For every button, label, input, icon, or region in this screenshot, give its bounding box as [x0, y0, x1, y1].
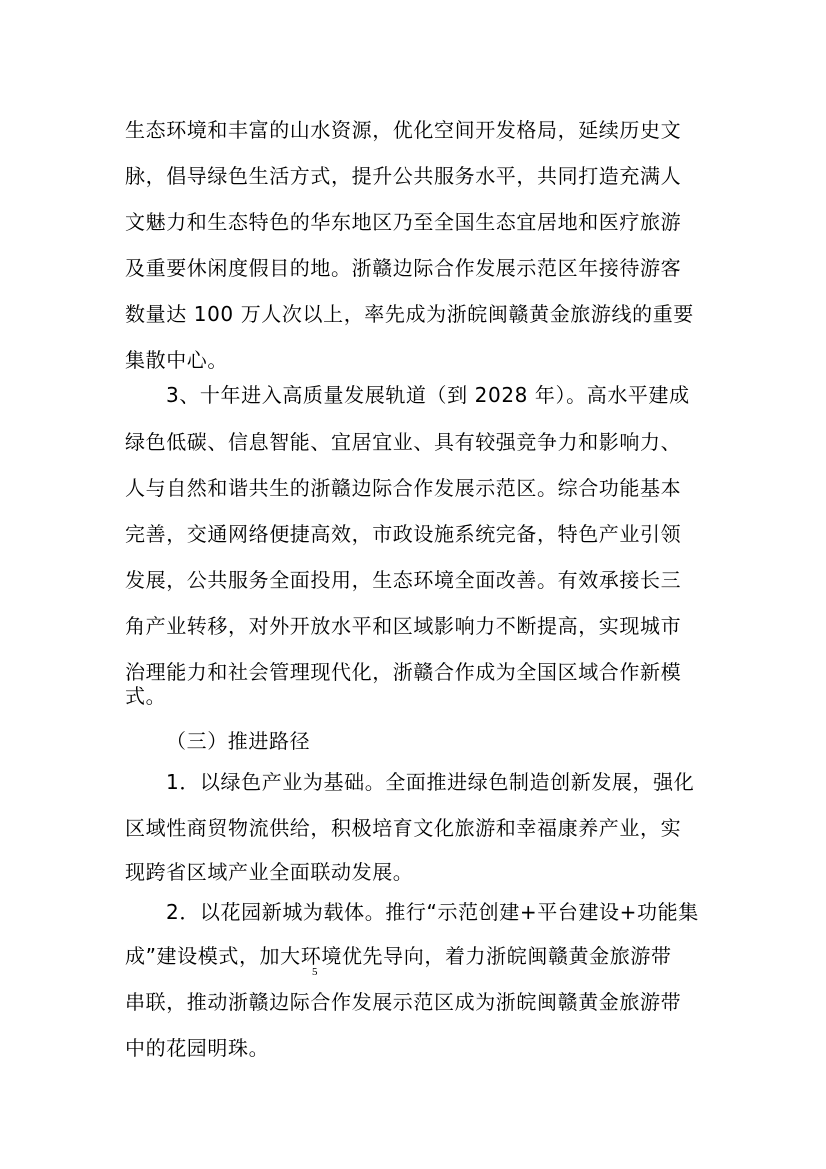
text-line-1: 生态环境和丰富的山水资源，优化空间开发格局，延续历史文: [125, 118, 682, 142]
text-line-9: 人与自然和谐共生的浙赣边际合作发展示范区。综合功能基本: [125, 476, 682, 500]
text-line-17: 区域性商贸物流供给，积极培育文化旅游和幸福康养产业，实: [125, 816, 682, 840]
text-line-7: 3、十年进入高质量发展轨道（到 2028 年）。高水平建成: [166, 383, 690, 407]
text-line-16: 1．以绿色产业为基础。全面推进绿色制造创新发展，强化: [166, 770, 695, 794]
text-line-13: 治理能力和社会管理现代化，浙赣合作成为全国区域合作新模: [125, 660, 682, 684]
text-line-3: 文魅力和生态特色的华东地区乃至全国生态宜居地和医疗旅游: [125, 210, 682, 234]
text-line-10: 完善，交通网络便捷高效，市政设施系统完备，特色产业引领: [125, 522, 682, 546]
text-line-18: 现跨省区域产业全面联动发展。: [125, 860, 414, 884]
text-line-20: 成”建设模式，加大环境优先导向，着力浙皖闽赣黄金旅游带: [125, 944, 672, 968]
text-line-12: 角产业转移，对外开放水平和区域影响力不断提高，实现城市: [125, 614, 682, 638]
text-line-6: 集散中心。: [125, 348, 228, 372]
text-line-2: 脉，倡导绿色生活方式，提升公共服务水平，共同打造充满人: [125, 164, 682, 188]
section-heading: （三）推进路径: [166, 729, 311, 753]
text-line-19: 2．以花园新城为载体。推行“示范创建+平台建设+功能集: [166, 900, 699, 924]
text-line-21: 串联，推动浙赣边际合作发展示范区成为浙皖闽赣黄金旅游带: [125, 990, 682, 1014]
text-line-8: 绿色低碳、信息智能、宜居宜业、具有较强竞争力和影响力、: [125, 430, 682, 454]
text-line-4: 及重要休闲度假目的地。浙赣边际合作发展示范区年接待游客: [125, 256, 682, 280]
text-line-5: 数量达 100 万人次以上，率先成为浙皖闽赣黄金旅游线的重要: [125, 302, 694, 326]
page-number: 5: [312, 966, 318, 978]
text-line-11: 发展，公共服务全面投用，生态环境全面改善。有效承接长三: [125, 568, 682, 592]
text-line-22: 中的花园明珠。: [125, 1036, 270, 1060]
text-line-14: 式。: [125, 684, 167, 708]
